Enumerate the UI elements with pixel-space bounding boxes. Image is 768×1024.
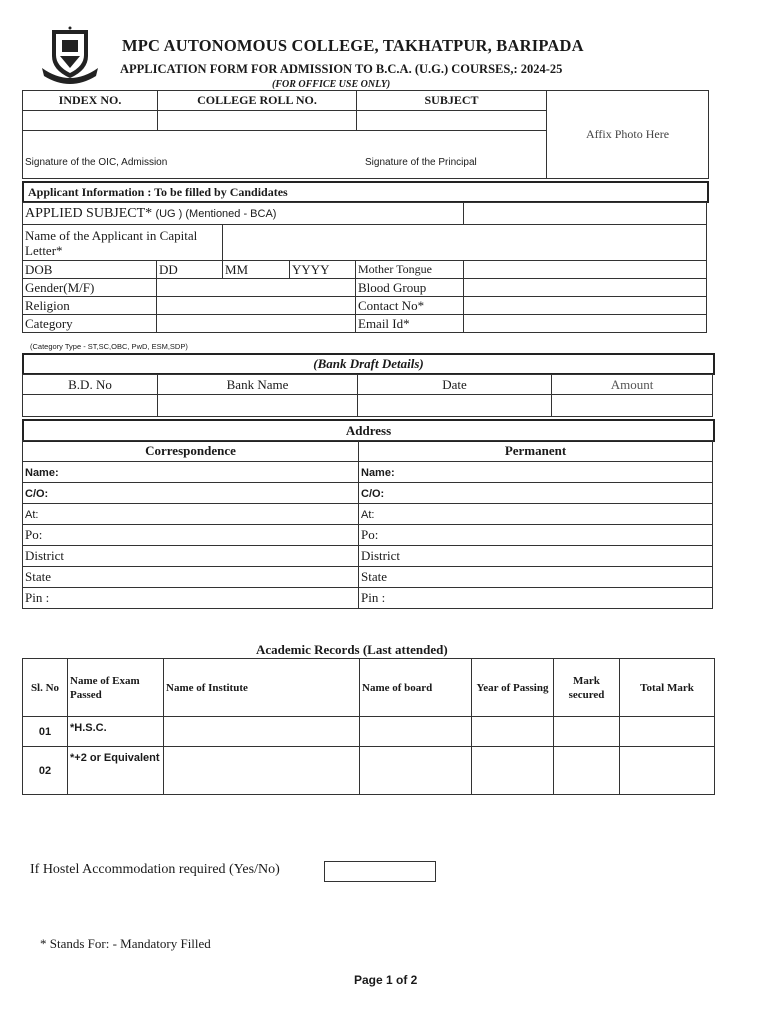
academic-cell[interactable] <box>472 747 554 795</box>
address-field-label: At: <box>25 509 39 521</box>
academic-cell[interactable] <box>554 747 620 795</box>
correspondence-district-field[interactable] <box>23 546 359 567</box>
college-name: MPC AUTONOMOUS COLLEGE, TAKHATPUR, BARIPADA <box>122 36 584 55</box>
address-field-label: District <box>361 548 400 563</box>
correspondence-po-field[interactable] <box>23 525 359 546</box>
contact-field[interactable] <box>464 297 707 315</box>
roll-no-field[interactable] <box>158 111 357 131</box>
correspondence-state-field[interactable] <box>23 567 359 588</box>
bank-section-bar <box>22 353 715 375</box>
permanent-header: Permanent <box>359 441 713 462</box>
correspondence-name-field[interactable] <box>23 462 359 483</box>
college-logo <box>40 26 100 84</box>
address-row <box>23 567 713 588</box>
academic-cell[interactable] <box>472 717 554 747</box>
bank-name-field[interactable] <box>158 395 358 417</box>
permanent-pin-field[interactable] <box>359 588 713 609</box>
date-header: Date <box>358 375 552 395</box>
bd-no-field[interactable] <box>23 395 158 417</box>
dob-label: DOB <box>23 261 157 279</box>
academic-header-5: Mark secured <box>554 659 620 717</box>
address-row <box>23 546 713 567</box>
academic-header-3: Name of board <box>360 659 472 717</box>
applied-subject-cell <box>23 203 464 225</box>
address-row <box>23 588 713 609</box>
religion-label: Religion <box>23 297 157 315</box>
correspondence-co-field[interactable] <box>23 483 359 504</box>
photo-box: Affix Photo Here <box>547 91 709 179</box>
academic-sl: 01 <box>23 717 68 747</box>
category-field[interactable] <box>157 315 356 333</box>
bank-section-title: (Bank Draft Details) <box>313 356 424 371</box>
correspondence-header: Correspondence <box>23 441 359 462</box>
applicant-table <box>22 202 707 333</box>
academic-header-4: Year of Passing <box>472 659 554 717</box>
dob-yyyy[interactable]: YYYY <box>290 261 356 279</box>
subject-field[interactable] <box>357 111 547 131</box>
academic-exam: *H.S.C. <box>68 717 164 747</box>
index-no-field[interactable] <box>23 111 158 131</box>
address-field-label: Pin : <box>361 590 386 605</box>
applicant-name-field[interactable] <box>223 225 707 261</box>
applicant-name-label: Name of the Applicant in Capital Letter* <box>23 225 223 261</box>
bank-name-header: Bank Name <box>158 375 358 395</box>
applied-subject-field[interactable] <box>464 203 707 225</box>
academic-exam: *+2 or Equivalent <box>68 747 164 795</box>
subject-header: SUBJECT <box>357 91 547 111</box>
academic-cell[interactable] <box>164 747 360 795</box>
academic-cell[interactable] <box>620 717 715 747</box>
permanent-state-field[interactable] <box>359 567 713 588</box>
address-row <box>23 462 713 483</box>
mother-tongue-label: Mother Tongue <box>356 261 464 279</box>
academic-header-2: Name of Institute <box>164 659 360 717</box>
address-row <box>23 483 713 504</box>
applied-subject-value: (UG ) (Mentioned - BCA) <box>155 208 277 220</box>
address-row <box>23 504 713 525</box>
academic-header-0: Sl. No <box>23 659 68 717</box>
email-field[interactable] <box>464 315 707 333</box>
blood-group-field[interactable] <box>464 279 707 297</box>
academic-cell[interactable] <box>360 747 472 795</box>
academic-row <box>23 747 715 795</box>
applicant-section-title: Applicant Information : To be filled by Candidates <box>28 185 288 199</box>
hostel-label: If Hostel Accommodation required (Yes/No) <box>30 862 280 877</box>
form-title: APPLICATION FORM FOR ADMISSION TO B.C.A. (U.G.) COURSES,: 2024-25 <box>120 62 563 76</box>
address-section-title: Address <box>345 423 392 438</box>
address-field-label: Po: <box>361 527 379 542</box>
correspondence-pin-field[interactable] <box>23 588 359 609</box>
address-field-label: C/O: <box>361 488 385 500</box>
academic-table <box>22 658 715 795</box>
address-section-bar <box>22 419 715 442</box>
mother-tongue-field[interactable] <box>464 261 707 279</box>
category-label: Category <box>23 315 157 333</box>
permanent-at-field[interactable] <box>359 504 713 525</box>
dob-mm[interactable]: MM <box>223 261 290 279</box>
address-field-label: District <box>25 548 64 563</box>
bank-table <box>22 374 713 417</box>
roll-no-header: COLLEGE ROLL NO. <box>158 91 357 111</box>
footnote: * Stands For: - Mandatory Filled <box>40 936 211 951</box>
academic-header-6: Total Mark <box>620 659 715 717</box>
address-field-label: Po: <box>25 527 43 542</box>
address-field-label: State <box>25 569 51 584</box>
permanent-po-field[interactable] <box>359 525 713 546</box>
sig-principal: Signature of the Principal <box>365 157 477 168</box>
signature-row <box>23 131 547 179</box>
office-use-table <box>22 90 709 179</box>
hostel-answer-box[interactable] <box>324 861 436 882</box>
permanent-name-field[interactable] <box>359 462 713 483</box>
address-row <box>23 525 713 546</box>
index-no-header: INDEX NO. <box>23 91 158 111</box>
academic-title: Academic Records (Last attended) <box>256 642 448 657</box>
gender-field[interactable] <box>157 279 356 297</box>
contact-label: Contact No* <box>356 297 464 315</box>
date-field[interactable] <box>358 395 552 417</box>
academic-sl: 02 <box>23 747 68 795</box>
academic-cell[interactable] <box>164 717 360 747</box>
gender-label: Gender(M/F) <box>23 279 157 297</box>
email-label: Email Id* <box>356 315 464 333</box>
page-number: Page 1 of 2 <box>354 973 418 987</box>
address-table <box>22 440 713 609</box>
sig-oic: Signature of the OIC, Admission <box>25 157 168 168</box>
address-field-label: C/O: <box>25 488 49 500</box>
address-field-label: At: <box>361 509 375 521</box>
academic-cell[interactable] <box>554 717 620 747</box>
correspondence-at-field[interactable] <box>23 504 359 525</box>
academic-cell[interactable] <box>620 747 715 795</box>
permanent-co-field[interactable] <box>359 483 713 504</box>
amount-header: Amount <box>552 375 713 395</box>
office-use-note: (FOR OFFICE USE ONLY) <box>272 79 391 90</box>
applicant-section-bar <box>22 181 709 203</box>
permanent-district-field[interactable] <box>359 546 713 567</box>
academic-row <box>23 717 715 747</box>
address-field-label: Name: <box>25 467 59 479</box>
academic-header-1: Name of Exam Passed <box>68 659 164 717</box>
dob-dd[interactable]: DD <box>157 261 223 279</box>
address-field-label: State <box>361 569 387 584</box>
blood-group-label: Blood Group <box>356 279 464 297</box>
address-field-label: Pin : <box>25 590 50 605</box>
bd-no-header: B.D. No <box>23 375 158 395</box>
category-note: (Category Type - ST,SC,OBC, PwD, ESM,SDP) <box>30 342 188 351</box>
academic-cell[interactable] <box>360 717 472 747</box>
religion-field[interactable] <box>157 297 356 315</box>
amount-field[interactable] <box>552 395 713 417</box>
applied-subject-label: APPLIED SUBJECT* <box>25 206 153 221</box>
address-field-label: Name: <box>361 467 395 479</box>
